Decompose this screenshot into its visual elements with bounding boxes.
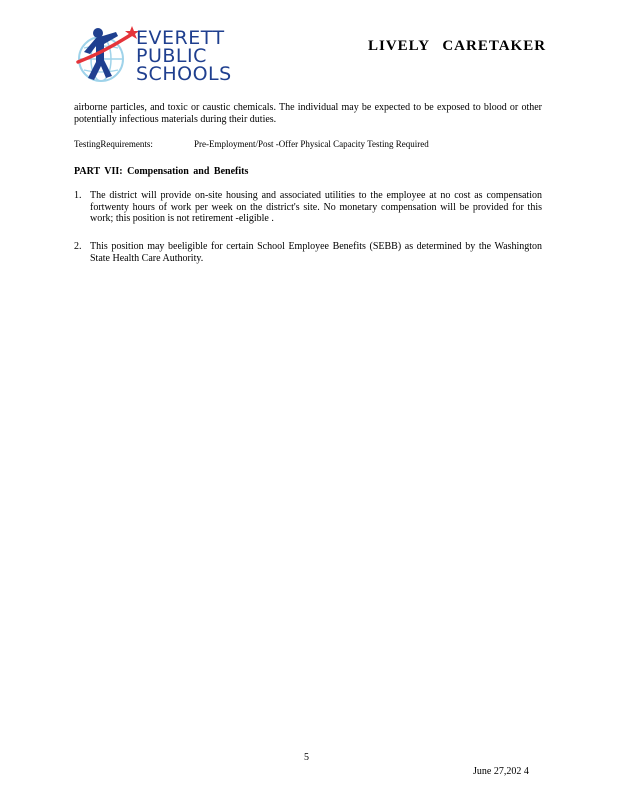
list-item [74,241,542,264]
part-heading: PART VII: Compensation and Benefits [74,166,249,177]
list-item-number: 2. [74,241,82,252]
list-item-text: This position may beeligible for certain School Employee Benefits (SEBB) as determined by the Washington State Health Care Authority. [90,241,542,264]
testing-value: Pre-Employment/Post -Offer Physical Capacity Testing Required [194,139,429,149]
logo-line-everett: EVERETT [136,27,225,49]
student-globe-logo-icon [74,22,144,86]
footer-date: June 27,202 4 [473,766,529,777]
logo-line-schools: SCHOOLS [136,63,232,85]
document-title: LIVELY CARETAKER [368,38,547,54]
list-item [74,190,542,225]
logo-wordmark [136,29,232,83]
testing-requirements [74,139,429,149]
district-logo [74,22,239,86]
list-item-number: 1. [74,190,82,201]
logo-line-public: PUBLIC [136,45,207,67]
testing-label: TestingRequirements: [74,139,153,149]
intro-paragraph: airborne particles, and toxic or caustic chemicals. The individual may be expected to be exposed to blood or other potentially infectious materials during their duties. [74,102,542,125]
page-number: 5 [304,752,309,763]
list-item-text: The district will provide on-site housing and associated utilities to the employee at no cost as compensation fortwenty hours of work per week on the district's site. No monetary compensation will be provided for this work; this position is not retirement -eligible . [90,190,542,224]
